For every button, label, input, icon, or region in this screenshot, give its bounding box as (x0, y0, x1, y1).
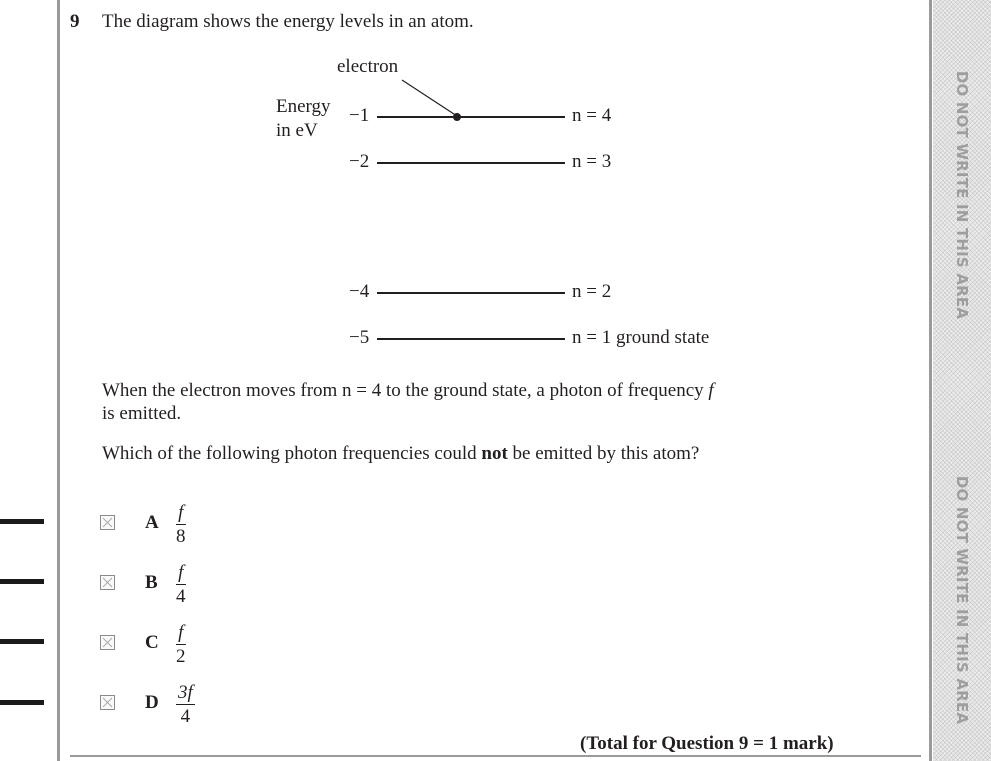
cross-box-icon (101, 636, 114, 649)
energy-value: −5 (349, 327, 370, 348)
energy-value: −1 (349, 105, 370, 126)
bottom-rule (70, 755, 921, 757)
question-prompt: Which of the following photon frequencies could not be emitted by this atom? (102, 443, 700, 464)
answer-checkbox[interactable] (100, 635, 115, 650)
question-stem: The diagram shows the energy levels in an atom. (102, 11, 474, 32)
level-state-label: n = 3 (572, 151, 612, 172)
level-state-label: n = 2 (572, 281, 612, 302)
cross-box-icon (101, 576, 114, 589)
question-number: 9 (70, 11, 80, 32)
cross-box-icon (101, 516, 114, 529)
answer-checkbox[interactable] (100, 575, 115, 590)
energy-value: −4 (349, 281, 370, 302)
energy-level-line (377, 116, 565, 118)
total-marks: (Total for Question 9 = 1 mark) (580, 733, 834, 754)
context-line-1: When the electron moves from n = 4 to the ground state, a photon of frequency (102, 380, 709, 401)
option-letter: B (145, 572, 158, 593)
context-line-2: is emitted. (102, 403, 182, 424)
level-state-label: n = 1 ground state (572, 327, 710, 348)
cross-box-icon (101, 696, 114, 709)
option-fraction: f 4 (176, 562, 186, 608)
frequency-symbol: f (708, 380, 714, 401)
emphasis-not: not (481, 443, 508, 464)
answer-checkbox[interactable] (100, 695, 115, 710)
margin-warning-bottom: DO NOT WRITE IN THIS AREA (953, 475, 971, 725)
option-letter: C (145, 632, 159, 653)
option-fraction: 3f 4 (178, 682, 193, 728)
option-fraction: f 2 (176, 622, 186, 668)
option-letter: A (145, 512, 159, 533)
margin-warning-top: DO NOT WRITE IN THIS AREA (953, 70, 971, 320)
energy-axis-label: Energy (276, 96, 331, 117)
electron-label: electron (337, 56, 399, 77)
energy-axis-unit: in eV (276, 120, 318, 141)
answer-checkbox[interactable] (100, 515, 115, 530)
energy-level-line (377, 292, 565, 294)
energy-value: −2 (349, 151, 370, 172)
option-fraction: f 8 (176, 502, 186, 548)
energy-level-line (377, 162, 565, 164)
electron-dot (453, 113, 461, 121)
energy-level-line (377, 338, 565, 340)
option-letter: D (145, 692, 159, 713)
level-state-label: n = 4 (572, 105, 612, 126)
question-context (102, 379, 714, 425)
